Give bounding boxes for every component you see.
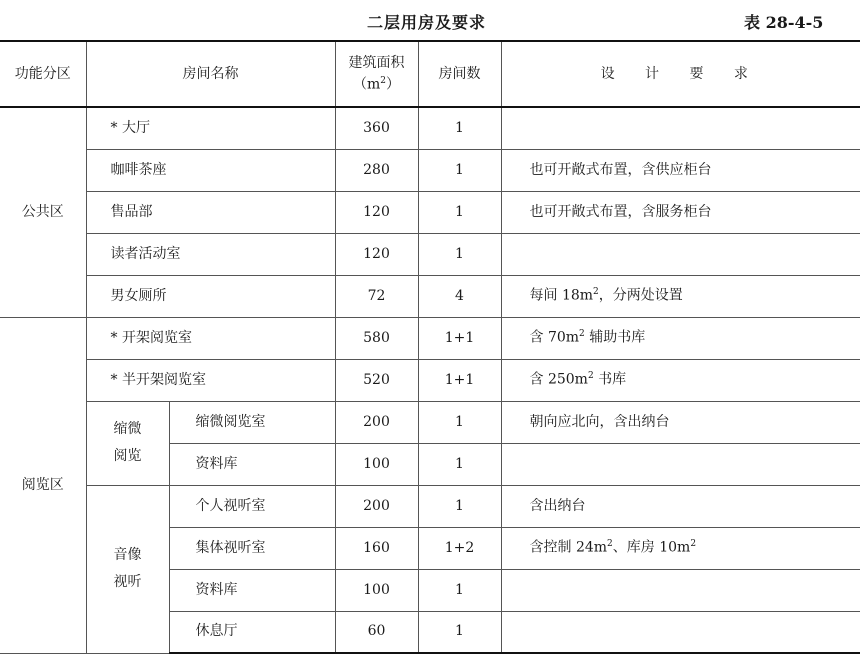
header-area-unit xyxy=(336,76,418,93)
req-sup: 2 xyxy=(593,287,599,298)
room-requirement: 也可开敞式布置，含服务柜台 xyxy=(501,191,860,233)
room-area: 580 xyxy=(335,317,418,359)
subgroup-line: 视听 xyxy=(113,574,142,590)
header-area-unit-pre: （m xyxy=(352,76,381,93)
room-name: * 大厅 xyxy=(86,107,335,149)
room-requirement xyxy=(501,107,860,149)
room-area: 200 xyxy=(335,485,418,527)
table-caption xyxy=(0,6,860,34)
room-requirement xyxy=(501,275,860,317)
zone-reading: 阅览区 xyxy=(0,317,86,653)
table-row xyxy=(0,149,860,191)
table-row xyxy=(0,401,860,443)
req-sup: 2 xyxy=(587,371,594,382)
req-sup: 2 xyxy=(690,539,697,550)
room-requirement: 朝向应北向，含出纳台 xyxy=(501,401,860,443)
table-row xyxy=(0,485,860,527)
req-text: 辅助书库 xyxy=(584,329,646,346)
req-text: 含控制 24m xyxy=(529,539,608,556)
room-requirement xyxy=(501,233,860,275)
room-count: 1+2 xyxy=(418,527,501,569)
subgroup-line: 阅览 xyxy=(113,448,142,464)
table-row xyxy=(0,107,860,149)
room-count: 1 xyxy=(418,149,501,191)
table-number: 表 28-4-5 xyxy=(744,13,824,32)
room-count: 1 xyxy=(418,191,501,233)
room-area: 120 xyxy=(335,191,418,233)
header-zone: 功能分区 xyxy=(0,41,86,107)
room-area: 160 xyxy=(335,527,418,569)
header-area-line1: 建筑面积 xyxy=(348,54,405,71)
room-requirement xyxy=(501,359,860,401)
room-name: * 开架阅览室 xyxy=(86,317,335,359)
room-area: 100 xyxy=(335,443,418,485)
room-count: 4 xyxy=(418,275,501,317)
table-title: 二层用房及要求 xyxy=(367,13,487,32)
req-sup: 2 xyxy=(579,329,585,340)
subgroup-microfilm xyxy=(86,401,169,485)
zone-public: 公共区 xyxy=(0,107,86,317)
room-name: * 半开架阅览室 xyxy=(86,359,335,401)
room-count: 1 xyxy=(418,569,501,611)
header-area-unit-sup: 2 xyxy=(380,75,386,86)
table-row xyxy=(0,275,860,317)
subgroup-line: 音像 xyxy=(113,547,142,564)
room-name: 资料库 xyxy=(169,443,335,485)
room-requirement: 含出纳台 xyxy=(501,485,860,527)
room-area: 100 xyxy=(335,569,418,611)
room-requirement: 也可开敞式布置，含供应柜台 xyxy=(501,149,860,191)
req-text: 、库房 10m xyxy=(612,539,691,556)
room-area: 72 xyxy=(335,275,418,317)
req-text: 书库 xyxy=(593,371,627,388)
room-name: 咖啡茶座 xyxy=(86,149,335,191)
room-count: 1+1 xyxy=(418,317,501,359)
room-count: 1 xyxy=(418,233,501,275)
room-name: 缩微阅览室 xyxy=(169,401,335,443)
room-count: 1+1 xyxy=(418,359,501,401)
room-count: 1 xyxy=(418,443,501,485)
table-row xyxy=(0,233,860,275)
room-name: 个人视听室 xyxy=(169,485,335,527)
room-area: 360 xyxy=(335,107,418,149)
room-name: 售品部 xyxy=(86,191,335,233)
room-name: 男女厕所 xyxy=(86,275,335,317)
header-room: 房间名称 xyxy=(86,41,335,107)
room-area: 120 xyxy=(335,233,418,275)
subgroup-line: 缩微 xyxy=(113,421,142,438)
room-requirements-table xyxy=(0,40,860,654)
req-text: ，分两处设置 xyxy=(598,287,683,304)
room-area: 520 xyxy=(335,359,418,401)
room-count: 1 xyxy=(418,485,501,527)
req-text: 含 250m xyxy=(529,371,588,388)
room-area: 60 xyxy=(335,611,418,653)
header-row xyxy=(0,41,860,107)
room-requirement xyxy=(501,611,860,653)
room-name: 集体视听室 xyxy=(169,527,335,569)
room-requirement xyxy=(501,443,860,485)
header-area xyxy=(335,41,418,107)
header-count: 房间数 xyxy=(418,41,501,107)
room-name: 读者活动室 xyxy=(86,233,335,275)
room-area: 280 xyxy=(335,149,418,191)
req-text: 每间 18m xyxy=(529,287,594,304)
req-text: 含 70m xyxy=(529,329,580,346)
room-count: 1 xyxy=(418,611,501,653)
subgroup-av xyxy=(86,485,169,653)
room-requirement xyxy=(501,569,860,611)
table-row xyxy=(0,191,860,233)
room-requirement xyxy=(501,317,860,359)
room-requirement xyxy=(501,527,860,569)
room-area: 200 xyxy=(335,401,418,443)
header-requirement: 设 计 要 求 xyxy=(501,41,860,107)
req-sup: 2 xyxy=(607,539,613,550)
room-count: 1 xyxy=(418,401,501,443)
room-name: 休息厅 xyxy=(169,611,335,653)
table-row xyxy=(0,359,860,401)
header-area-unit-post: ） xyxy=(386,76,400,93)
room-count: 1 xyxy=(418,107,501,149)
table-row xyxy=(0,317,860,359)
room-name: 资料库 xyxy=(169,569,335,611)
